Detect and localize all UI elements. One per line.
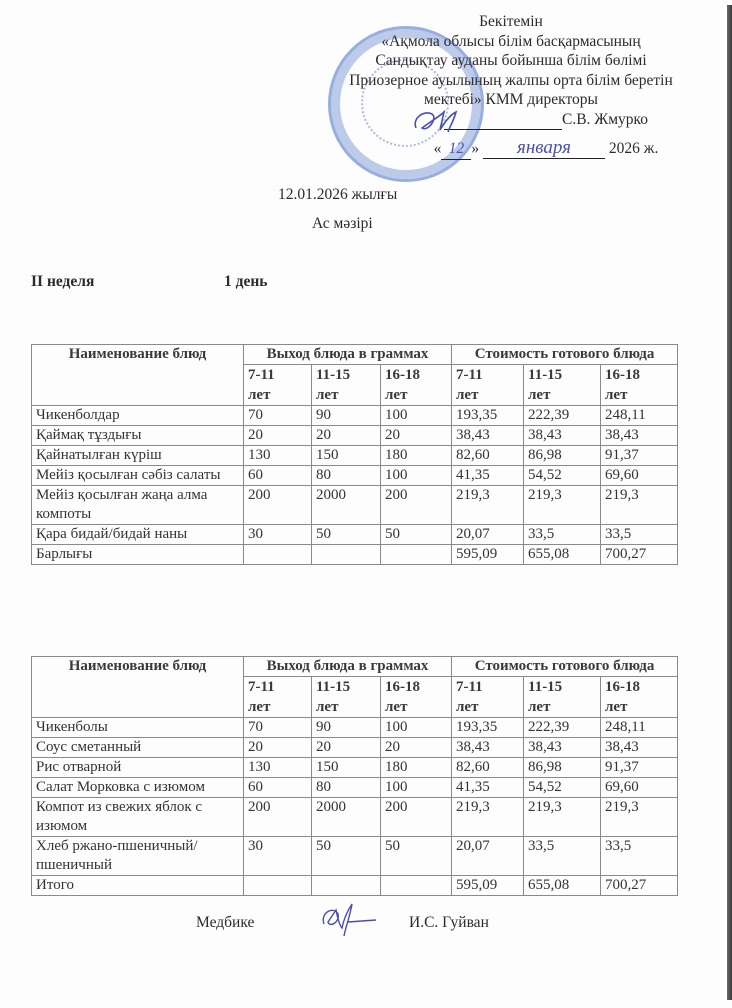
date-year: 2026 ж.: [608, 140, 659, 157]
header-age-cost-2: 11-15 лет: [524, 677, 601, 718]
menu-table-russian: [31, 656, 678, 896]
yield-cell: 200: [381, 486, 452, 525]
dish-name-cell: Мейіз қосылған сәбіз салаты: [32, 466, 244, 486]
dish-name-cell: Чикенболдар: [32, 406, 244, 426]
table-row: [32, 837, 678, 876]
signature-blank: [444, 110, 562, 131]
dish-name-cell: Итого: [32, 876, 244, 896]
header-dish-name: Наименование блюд: [32, 657, 244, 718]
dish-name-cell: Салат Морковка с изюмом: [32, 778, 244, 798]
table-row: [32, 718, 678, 738]
yield-cell: 20: [244, 738, 312, 758]
yield-cell: 150: [312, 758, 381, 778]
cost-cell: 248,11: [601, 406, 678, 426]
dish-name-cell: Мейіз қосылған жаңа алма компоты: [32, 486, 244, 525]
cost-cell: 193,35: [452, 406, 524, 426]
yield-cell: 60: [244, 466, 312, 486]
document-date: 12.01.2026 жылғы: [278, 186, 398, 203]
dish-name-cell: Қара бидай/бидай наны: [32, 525, 244, 545]
table-header-row: [32, 657, 678, 677]
cost-cell: 248,11: [601, 718, 678, 738]
cost-cell: 700,27: [601, 545, 678, 565]
header-age-yield-2: 11-15 лет: [312, 677, 381, 718]
yield-cell: 70: [244, 718, 312, 738]
cost-cell: 38,43: [601, 738, 678, 758]
yield-cell: 50: [312, 525, 381, 545]
date-day: 12: [441, 139, 471, 160]
yield-cell: 20: [244, 426, 312, 446]
date-month: января: [483, 138, 605, 159]
yield-cell: 200: [244, 798, 312, 837]
yield-cell: 200: [244, 486, 312, 525]
header-yield: Выход блюда в граммах: [244, 657, 452, 677]
yield-cell: [381, 876, 452, 896]
dish-name-cell: Барлығы: [32, 545, 244, 565]
header-cost: Стоимость готового блюда: [452, 345, 678, 365]
yield-cell: 180: [381, 758, 452, 778]
header-age-yield-1: 7-11 лет: [244, 365, 312, 406]
nurse-role: Медбике: [196, 914, 255, 931]
yield-cell: 20: [312, 738, 381, 758]
dish-name-cell: Соус сметанный: [32, 738, 244, 758]
cost-cell: 38,43: [524, 426, 601, 446]
header-age-yield-3: 16-18 лет: [381, 677, 452, 718]
nurse-signature: [318, 900, 378, 940]
yield-cell: 20: [312, 426, 381, 446]
dish-name-cell: Қайнатылған күріш: [32, 446, 244, 466]
cost-cell: 219,3: [601, 486, 678, 525]
cost-cell: 20,07: [452, 525, 524, 545]
cost-cell: 91,37: [601, 758, 678, 778]
yield-cell: 180: [381, 446, 452, 466]
cost-cell: 219,3: [524, 486, 601, 525]
cost-cell: 219,3: [601, 798, 678, 837]
table-row: [32, 545, 678, 565]
cost-cell: 86,98: [524, 758, 601, 778]
yield-cell: 30: [244, 525, 312, 545]
yield-cell: 100: [381, 718, 452, 738]
cost-cell: 41,35: [452, 778, 524, 798]
cost-cell: 222,39: [524, 718, 601, 738]
yield-cell: 80: [312, 778, 381, 798]
table-row: [32, 406, 678, 426]
header-age-yield-1: 7-11 лет: [244, 677, 312, 718]
approval-heading: Бекітемін: [479, 13, 543, 30]
cost-cell: 222,39: [524, 406, 601, 426]
approval-block: [290, 12, 732, 160]
header-age-cost-1: 7-11 лет: [452, 365, 524, 406]
cost-cell: 38,43: [601, 426, 678, 446]
cost-cell: 33,5: [601, 837, 678, 876]
cost-cell: 595,09: [452, 876, 524, 896]
cost-cell: 82,60: [452, 446, 524, 466]
table-row: [32, 876, 678, 896]
approval-org-line-3: Приозерное ауылының жалпы орта білім беретін: [349, 71, 673, 89]
yield-cell: 200: [381, 798, 452, 837]
cost-cell: 700,27: [601, 876, 678, 896]
cost-cell: 655,08: [524, 876, 601, 896]
table-row: [32, 778, 678, 798]
director-signature-line: [290, 110, 732, 131]
yield-cell: 130: [244, 758, 312, 778]
cost-cell: 20,07: [452, 837, 524, 876]
yield-cell: 70: [244, 406, 312, 426]
header-age-yield-3: 16-18 лет: [381, 365, 452, 406]
cost-cell: 655,08: [524, 545, 601, 565]
yield-cell: 100: [381, 466, 452, 486]
yield-cell: 90: [312, 718, 381, 738]
week-label: II неделя: [31, 273, 95, 290]
cost-cell: 91,37: [601, 446, 678, 466]
dish-name-cell: Қаймақ тұздығы: [32, 426, 244, 446]
yield-cell: 20: [381, 426, 452, 446]
yield-cell: 130: [244, 446, 312, 466]
cost-cell: 595,09: [452, 545, 524, 565]
cost-cell: 33,5: [524, 837, 601, 876]
cost-cell: 219,3: [524, 798, 601, 837]
table-body: [32, 718, 678, 896]
cost-cell: 219,3: [452, 486, 524, 525]
cost-cell: 86,98: [524, 446, 601, 466]
yield-cell: [381, 545, 452, 565]
yield-cell: [312, 876, 381, 896]
header-age-cost-1: 7-11 лет: [452, 677, 524, 718]
day-label: 1 день: [224, 273, 268, 290]
header-age-yield-2: 11-15 лет: [312, 365, 381, 406]
cost-cell: 33,5: [601, 525, 678, 545]
table-row: [32, 446, 678, 466]
cost-cell: 193,35: [452, 718, 524, 738]
yield-cell: 150: [312, 446, 381, 466]
approval-org-line-1: «Ақмола облысы білім басқармасының: [381, 32, 641, 50]
yield-cell: 90: [312, 406, 381, 426]
yield-cell: 2000: [312, 798, 381, 837]
director-name: С.В. Жмурко: [562, 110, 648, 128]
dish-name-cell: Рис отварной: [32, 758, 244, 778]
yield-cell: 50: [381, 525, 452, 545]
cost-cell: 38,43: [524, 738, 601, 758]
cost-cell: 38,43: [452, 426, 524, 446]
yield-cell: 50: [312, 837, 381, 876]
nurse-name: И.С. Гуйван: [409, 914, 489, 931]
table-body: [32, 406, 678, 565]
header-yield: Выход блюда в граммах: [244, 345, 452, 365]
cost-cell: 33,5: [524, 525, 601, 545]
cost-cell: 54,52: [524, 466, 601, 486]
header-dish-name: Наименование блюд: [32, 345, 244, 406]
yield-cell: 100: [381, 406, 452, 426]
yield-cell: 50: [381, 837, 452, 876]
table-row: [32, 758, 678, 778]
header-age-cost-3: 16-18 лет: [601, 677, 678, 718]
yield-cell: 60: [244, 778, 312, 798]
yield-cell: 100: [381, 778, 452, 798]
cost-cell: 69,60: [601, 466, 678, 486]
approval-org-line-4: мектебі» КММ директоры: [424, 91, 598, 108]
quote-close: »: [471, 140, 480, 157]
table-row: [32, 486, 678, 525]
cost-cell: 69,60: [601, 778, 678, 798]
header-age-cost-2: 11-15 лет: [524, 365, 601, 406]
yield-cell: 30: [244, 837, 312, 876]
cost-cell: 38,43: [452, 738, 524, 758]
approval-date: [290, 138, 732, 160]
table-row: [32, 525, 678, 545]
table-header-row: [32, 345, 678, 365]
menu-table-kazakh: [31, 344, 678, 565]
yield-cell: [244, 545, 312, 565]
menu-title: Ас мәзірі: [312, 215, 373, 232]
cost-cell: 219,3: [452, 798, 524, 837]
cost-cell: 54,52: [524, 778, 601, 798]
table-row: [32, 738, 678, 758]
dish-name-cell: Хлеб ржано-пшеничный/пшеничный: [32, 837, 244, 876]
yield-cell: [244, 876, 312, 896]
yield-cell: [312, 545, 381, 565]
header-age-cost-3: 16-18 лет: [601, 365, 678, 406]
dish-name-cell: Чикенболы: [32, 718, 244, 738]
quote-open: «: [433, 140, 442, 157]
dish-name-cell: Компот из свежих яблок с изюмом: [32, 798, 244, 837]
table-row: [32, 466, 678, 486]
approval-org-line-2: Сандықтау ауданы бойынша білім бөлімі: [375, 52, 647, 69]
cost-cell: 41,35: [452, 466, 524, 486]
table-row: [32, 426, 678, 446]
yield-cell: 80: [312, 466, 381, 486]
table-row: [32, 798, 678, 837]
yield-cell: 20: [381, 738, 452, 758]
yield-cell: 2000: [312, 486, 381, 525]
header-cost: Стоимость готового блюда: [452, 657, 678, 677]
cost-cell: 82,60: [452, 758, 524, 778]
